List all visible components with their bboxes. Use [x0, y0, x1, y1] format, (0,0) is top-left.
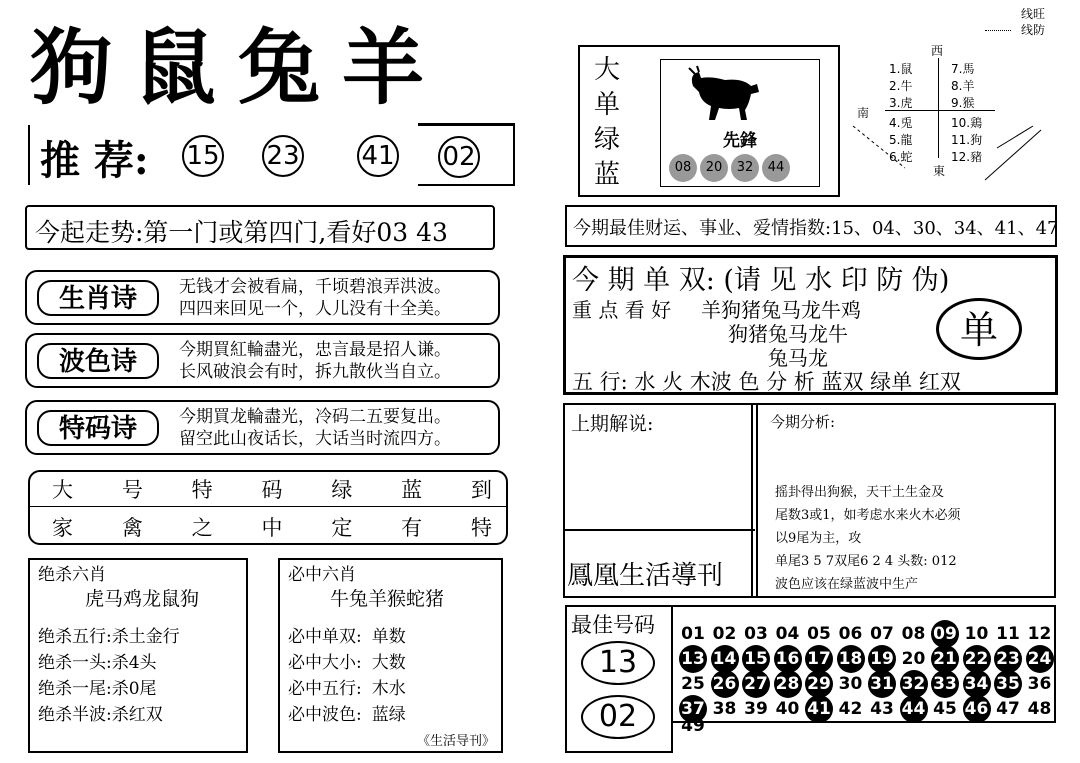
poem-tag: 生肖诗	[37, 280, 159, 316]
vanguard-ball: 08	[669, 154, 697, 182]
poem-line: 长风破浪会有时，拆九散伙当自立。	[179, 362, 451, 382]
number-cell: 03	[744, 624, 768, 644]
poem-line: 今期買龙輪盡光，冷码二五要复出。	[179, 407, 451, 427]
corner-line: 线旺	[1020, 7, 1045, 21]
must-item: 必中波色: 蓝绿	[288, 705, 406, 725]
number-cell: 42	[838, 699, 863, 719]
zodiac-item: 8.羊	[951, 79, 975, 93]
kill-box	[28, 558, 248, 753]
zodiac-item: 5.龍	[889, 133, 913, 147]
number-cell: 20	[901, 649, 926, 669]
vanguard-ball: 20	[700, 154, 728, 182]
number-cell: 49	[681, 719, 705, 733]
zodiac-item: 10.鶏	[951, 116, 983, 130]
number-cell: 43	[870, 699, 894, 719]
number-cell: 06	[838, 624, 863, 644]
number-cell: 46	[963, 695, 991, 723]
number-cell: 31	[868, 670, 896, 698]
zodiac-item: 12.豬	[951, 150, 983, 164]
must-box	[278, 558, 503, 753]
kill-item: 绝杀一头:杀4头	[38, 653, 157, 673]
vanguard-side-char: 蓝	[594, 160, 621, 190]
number-cell: 44	[900, 695, 928, 723]
best-pick: 02	[581, 695, 655, 739]
number-cell: 07	[870, 624, 894, 644]
number-cell: 24	[1026, 645, 1054, 673]
number-cell: 47	[996, 699, 1020, 719]
poem-tag: 波色诗	[37, 343, 159, 379]
slogan-char: 定	[331, 516, 353, 540]
number-cell: 05	[807, 624, 831, 644]
number-cell: 18	[837, 645, 865, 673]
danshuang-focus: 重 点 看 好	[572, 298, 672, 322]
number-cell: 29	[805, 670, 833, 698]
number-cell: 15	[742, 645, 770, 673]
vanguard-inner	[660, 59, 820, 187]
number-cell: 16	[774, 645, 802, 673]
slogan-char: 特	[191, 478, 213, 502]
slogan-char: 特	[470, 516, 492, 540]
best-label: 最佳号码	[571, 613, 655, 637]
must-item: 必中五行: 木水	[288, 679, 406, 699]
recommend-number: 23	[262, 135, 304, 177]
vanguard-box	[578, 45, 840, 197]
analysis-box	[563, 403, 1056, 598]
kill-item: 绝杀五行:杀土金行	[38, 627, 180, 647]
trend-box	[25, 205, 495, 250]
number-cell: 01	[681, 624, 705, 644]
analysis-line: 单尾3 5 7双尾6 2 4 头数: 012	[775, 554, 957, 569]
number-cell: 32	[900, 670, 928, 698]
slogan-char: 有	[401, 516, 423, 540]
number-grid	[673, 605, 1056, 733]
slogan-char: 号	[121, 478, 143, 502]
number-cell: 38	[712, 699, 737, 719]
danshuang-badge: 单	[936, 298, 1022, 360]
zodiac-item: 1.鼠	[889, 62, 913, 76]
vanguard-side-char: 绿	[594, 125, 621, 155]
zodiac-item: 11.狗	[951, 133, 983, 147]
zodiac-item: 3.虎	[889, 96, 913, 110]
poem-line: 今期買紅輪盡光，忠言最是招人谦。	[179, 340, 451, 360]
number-cell: 40	[775, 699, 800, 719]
number-cell: 33	[931, 670, 959, 698]
slogan-row	[52, 474, 492, 504]
poem-tag: 特码诗	[37, 410, 159, 446]
slogan-char: 家	[52, 516, 73, 540]
zodiac-south: 南	[857, 106, 870, 120]
zodiac-east: 東	[933, 164, 946, 178]
must-item: 必中大小: 大数	[288, 653, 406, 673]
poem-line: 留空此山夜话长，大话当时流四方。	[179, 429, 451, 449]
slogan-row	[52, 512, 492, 542]
zodiac-compass	[845, 40, 1045, 210]
recommend-row	[28, 125, 515, 185]
danshuang-line: 狗猪兔马龙牛	[728, 322, 848, 346]
number-cell: 04	[775, 624, 800, 644]
recommend-number: 41	[357, 135, 399, 177]
number-cell: 14	[711, 645, 739, 673]
slogan-char: 禽	[121, 516, 143, 540]
slogan-char: 蓝	[401, 478, 423, 502]
index-text: 今期最佳财运、事业、爱情指数:15、04、30、34、41、47	[573, 218, 1059, 239]
vanguard-side	[594, 53, 620, 193]
slogan-char: 大	[52, 478, 73, 502]
corner-line: 线防	[1020, 23, 1045, 37]
vanguard-balls	[669, 154, 793, 182]
vanguard-side-char: 单	[594, 90, 621, 120]
number-cell: 21	[931, 645, 959, 673]
must-item: 必中单双: 单数	[288, 627, 406, 647]
slogan-char: 绿	[331, 478, 353, 502]
slogan-box	[28, 470, 508, 545]
poem-line: 无钱才会被看扁，千顷碧浪弄洪波。	[179, 277, 451, 297]
vanguard-ball: 32	[731, 154, 759, 182]
slogan-char: 码	[261, 478, 283, 502]
number-cell: 23	[994, 645, 1022, 673]
slogan-char: 中	[261, 516, 283, 540]
number-cell: 27	[742, 670, 770, 698]
poem-box	[25, 333, 500, 388]
number-cell: 10	[964, 624, 989, 644]
danshuang-wuxing: 五 行: 水 火 木波 色 分 析 蓝双 绿单 红双	[572, 370, 961, 394]
zodiac-item: 4.兎	[889, 116, 913, 130]
number-cell: 12	[1027, 624, 1052, 644]
must-animals: 牛兔羊猴蛇猪	[330, 588, 445, 610]
analysis-line: 波色应该在绿蓝波中生产	[775, 577, 919, 592]
number-cell: 34	[963, 670, 991, 698]
danshuang-line: 兔马龙	[768, 346, 828, 370]
number-cell: 39	[744, 699, 768, 719]
number-cell: 22	[963, 645, 991, 673]
page-title: 狗鼠兔羊	[30, 20, 447, 116]
poem-box	[25, 270, 500, 325]
analysis-line: 以9尾为主，攻	[775, 531, 862, 546]
recommend-last-box	[418, 123, 515, 186]
vanguard-side-char: 大	[594, 55, 621, 85]
bull-icon	[685, 64, 765, 124]
last-label: 上期解说:	[571, 413, 654, 435]
number-cell: 26	[711, 670, 739, 698]
number-cell: 48	[1027, 699, 1052, 719]
slogan-char: 之	[191, 516, 213, 540]
vanguard-label: 先鋒	[723, 131, 757, 151]
number-cell: 13	[679, 645, 707, 673]
number-cell: 45	[933, 699, 957, 719]
number-cell: 36	[1027, 674, 1052, 694]
zodiac-item: 9.猴	[951, 96, 975, 110]
number-cell: 17	[805, 645, 833, 673]
danshuang-line: 羊狗猪兔马龙牛鸡	[701, 298, 861, 322]
number-cell: 35	[994, 670, 1022, 698]
number-cell: 25	[681, 674, 705, 694]
kill-item: 绝杀半波:杀红双	[38, 705, 163, 725]
number-cell: 30	[838, 674, 863, 694]
poem-line: 四四来回见一个，人儿没有十全美。	[179, 299, 451, 319]
number-cell: 19	[868, 645, 896, 673]
brand-text: 鳳凰生活導刊	[567, 561, 724, 591]
this-label: 今期分析:	[770, 413, 836, 431]
poem-box	[25, 400, 500, 455]
number-cell: 02	[712, 624, 737, 644]
number-cell: 28	[774, 670, 802, 698]
vanguard-ball: 44	[762, 154, 790, 182]
zodiac-item: 2.牛	[889, 79, 913, 93]
danshuang-box	[563, 255, 1058, 395]
slogan-char: 到	[470, 478, 492, 502]
zodiac-west: 西	[931, 44, 944, 58]
best-box	[565, 605, 673, 753]
number-cell: 41	[805, 695, 833, 723]
zodiac-item: 7.馬	[951, 62, 975, 76]
corner-note	[985, 6, 1045, 38]
kill-animals: 虎马鸡龙鼠狗	[85, 588, 200, 610]
number-cell: 09	[931, 620, 959, 648]
number-cell: 37	[679, 695, 707, 723]
kill-title: 绝杀六肖	[38, 565, 106, 585]
recommend-number: 15	[182, 135, 224, 177]
kill-item: 绝杀一尾:杀0尾	[38, 679, 157, 699]
recommend-label: 推 荐:	[40, 137, 149, 184]
trend-text: 今起走势:第一门或第四门,看好03 43	[35, 218, 448, 247]
must-title: 必中六肖	[288, 565, 356, 585]
number-cell: 08	[901, 624, 926, 644]
analysis-line: 尾数3或1，如考虑水来火木必须	[775, 508, 961, 523]
danshuang-title: 今 期 单 双: (请 见 水 印 防 伪)	[572, 265, 950, 296]
must-source: 《生活导刊》	[416, 734, 495, 749]
zodiac-item: 6.蛇	[889, 150, 913, 164]
best-pick: 13	[581, 641, 655, 685]
number-cell: 11	[996, 624, 1020, 644]
index-box	[565, 205, 1057, 247]
recommend-last-number: 02	[438, 136, 480, 178]
analysis-line: 摇卦得出狗猴，天干土生金及	[775, 485, 945, 500]
